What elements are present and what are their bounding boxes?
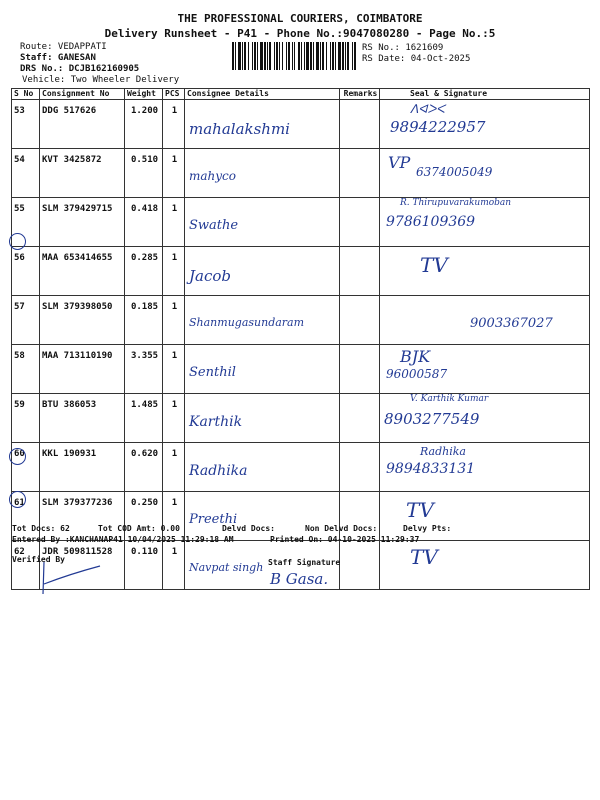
weight-cell: 1.485 [125,394,163,443]
remarks-cell [340,100,380,149]
pcs-cell: 1 [163,149,185,198]
sno-cell: 62 [12,541,40,590]
barcode-bar [276,42,278,70]
non-delivered-docs: Non Delvd Docs: [305,524,378,533]
weight-cell: 0.418 [125,198,163,247]
vehicle-label: Vehicle: Two Wheeler Delivery [22,75,180,85]
consignment-cell: BTU 386053 [40,394,125,443]
pcs-cell: 1 [163,443,185,492]
signature-cell [380,394,590,443]
barcode-bar [286,42,287,70]
verified-signature-icon [30,560,110,596]
weight-cell: 3.355 [125,345,163,394]
total-docs: Tot Docs: 62 [12,524,70,533]
table-header-row [12,89,590,100]
signature-mark: VP [388,153,411,172]
sno-cell: 61 [12,492,40,541]
remarks-cell [340,345,380,394]
consignee-cell [185,296,340,345]
signature-cell [380,492,590,541]
table-row [12,394,590,443]
sno-cell: 59 [12,394,40,443]
weight-cell: 0.285 [125,247,163,296]
barcode-bar [269,42,271,70]
consignee-cell [185,345,340,394]
barcode-bar [338,42,341,70]
consignment-cell: KKL 190931 [40,443,125,492]
remarks-cell [340,198,380,247]
pcs-cell: 1 [163,247,185,296]
table-row [12,198,590,247]
signature-mark: Radhika [420,445,466,458]
consignment-cell: JDR 509811528 [40,541,125,590]
total-cod: Tot COD Amt: 0.00 [98,524,180,533]
sno-circle-mark [9,233,26,250]
rs-date: RS Date: 04-Oct-2025 [362,54,471,64]
barcode-bar [252,42,253,70]
sno-circle-mark [9,448,26,465]
weight-cell: 1.200 [125,100,163,149]
barcode-bar [238,42,241,70]
barcode-bar [264,42,266,70]
table-row [12,492,590,541]
consignee-handwritten: mahyco [189,169,236,183]
weight-cell: 0.110 [125,541,163,590]
remarks-cell [340,541,380,590]
consignee-cell [185,394,340,443]
consignment-cell: MAA 713110190 [40,345,125,394]
staff-handwritten-sign: B Gasa. [270,570,329,588]
sno-cell: 56 [12,247,40,296]
remarks-cell [340,394,380,443]
consignee-handwritten: Radhika [189,463,248,479]
signature-phone: 9786109369 [386,214,476,230]
consignee-cell [185,198,340,247]
sno-cell: 53 [12,100,40,149]
table-row [12,345,590,394]
signature-phone: 9894222957 [390,118,486,136]
route-label: Route: VEDAPPATI [20,42,107,52]
consignee-cell [185,247,340,296]
signature-phone: 9003367027 [470,316,553,331]
signature-cell [380,198,590,247]
remarks-cell [340,296,380,345]
sno-cell: 55 [12,198,40,247]
barcode-bar [345,42,346,70]
delivered-docs: Delvd Docs: [222,524,275,533]
drs-number: DRS No.: DCJB162160905 [20,64,140,74]
barcode-bar [260,42,263,70]
barcode-bar [347,42,349,70]
runsheet-subtitle: Delivery Runsheet - P41 - Phone No.:9047080280 - Page No.:5 [104,27,496,40]
signature-mark: ᐱᐊᐳᐸ [410,102,445,116]
signature-cell [380,345,590,394]
signature-mark: TV [420,253,448,277]
barcode-bar [330,42,331,70]
barcode-bar [354,42,356,70]
remarks-cell [340,247,380,296]
barcode-bar [267,42,268,70]
col-pcs: PCS [163,89,185,100]
printed-on: Printed On: 04-10-2025 11:29:37 [270,535,420,544]
barcode-bar [294,42,295,70]
pcs-cell: 1 [163,394,185,443]
verified-by-label: Verified By [12,555,65,564]
signature-cell [380,149,590,198]
signature-phone: 9894833131 [386,461,476,477]
signature-mark: TV [406,498,434,522]
weight-cell: 0.510 [125,149,163,198]
col-weight: Weight [125,89,163,100]
consignment-cell: SLM 379377236 [40,492,125,541]
remarks-cell [340,492,380,541]
weight-cell: 0.185 [125,296,163,345]
barcode-bar [322,42,324,70]
table-row [12,296,590,345]
barcode-bar [288,42,290,70]
delivery-points: Delvy Pts: [403,524,452,533]
barcode-bar [306,42,309,70]
weight-cell: 0.620 [125,443,163,492]
barcode-bar [235,42,236,70]
pcs-cell: 1 [163,296,185,345]
table-row [12,443,590,492]
consignment-cell: SLM 379429715 [40,198,125,247]
remarks-cell [340,149,380,198]
table-row [12,149,590,198]
consignee-handwritten: Senthil [189,365,236,380]
barcode-bar [335,42,336,70]
barcode-bar [316,42,319,70]
signature-cell [380,541,590,590]
barcode-bar [244,42,246,70]
barcode-bar [242,42,243,70]
signature-phone: 6374005049 [416,165,493,179]
barcode-bar [304,42,305,70]
barcode-bar [274,42,275,70]
consignee-handwritten: Shanmugasundaram [189,316,305,329]
barcode-bar [332,42,334,70]
barcode-bar [313,42,314,70]
staff-label: Staff: GANESAN [20,53,96,63]
signature-mark: TV [410,545,438,569]
sno-cell: 54 [12,149,40,198]
company-name: THE PROFESSIONAL COURIERS, COIMBATORE [177,12,423,25]
pcs-cell: 1 [163,541,185,590]
consignee-handwritten: Navpat singh [189,561,264,574]
signature-cell [380,296,590,345]
consignee-handwritten: Jacob [189,267,231,285]
barcode-bar [292,42,293,70]
consignment-cell: MAA 653414655 [40,247,125,296]
consignee-handwritten: Karthik [189,414,243,430]
consignee-handwritten: Preethi [189,512,238,527]
consignee-handwritten: Swathe [189,218,239,233]
col-sno: S No [12,89,40,100]
col-signature: Seal & Signature [380,89,590,100]
signature-cell [380,247,590,296]
col-consignee: Consignee Details [185,89,340,100]
consignee-cell [185,443,340,492]
barcode-image [232,42,357,70]
signature-mark: V. Karthik Kumar [410,394,489,404]
table-row [12,247,590,296]
consignment-cell: SLM 379398050 [40,296,125,345]
signature-mark: BJK [400,347,431,366]
remarks-cell [340,443,380,492]
consignment-cell: KVT 3425872 [40,149,125,198]
signature-cell [380,443,590,492]
entered-by: Entered By :KANCHANAP41 10/04/2025 11:29:18 AM [12,535,234,544]
barcode-bar [301,42,302,70]
consignee-cell [185,492,340,541]
barcode-bar [257,42,258,70]
sno-cell: 60 [12,443,40,492]
pcs-cell: 1 [163,492,185,541]
barcode-bar [282,42,283,70]
consignee-cell [185,100,340,149]
pcs-cell: 1 [163,345,185,394]
signature-phone: 8903277549 [384,410,480,428]
barcode-bar [248,42,249,70]
pcs-cell: 1 [163,198,185,247]
barcode-bar [320,42,321,70]
signature-mark: R. Thirupuvarakumoban [400,198,512,208]
consignee-cell [185,149,340,198]
sno-cell: 58 [12,345,40,394]
barcode-bar [326,42,327,70]
rs-number: RS No.: 1621609 [362,43,444,53]
barcode-bar [352,42,353,70]
sno-circle-mark [9,491,26,508]
weight-cell: 0.250 [125,492,163,541]
col-remarks: Remarks [340,89,380,100]
barcode-bar [342,42,344,70]
consignment-cell: DDG 517626 [40,100,125,149]
barcode-bar [298,42,300,70]
signature-phone: 96000587 [386,367,448,381]
barcode-bar [232,42,234,70]
consignee-handwritten: mahalakshmi [189,120,290,138]
runsheet-table [11,88,590,590]
staff-signature-label: Staff Signature [268,558,341,567]
barcode-bar [254,42,256,70]
sno-cell: 57 [12,296,40,345]
signature-cell [380,100,590,149]
col-consignment: Consignment No [40,89,125,100]
pcs-cell: 1 [163,100,185,149]
barcode-bar [310,42,312,70]
barcode-bar [279,42,280,70]
table-row [12,100,590,149]
